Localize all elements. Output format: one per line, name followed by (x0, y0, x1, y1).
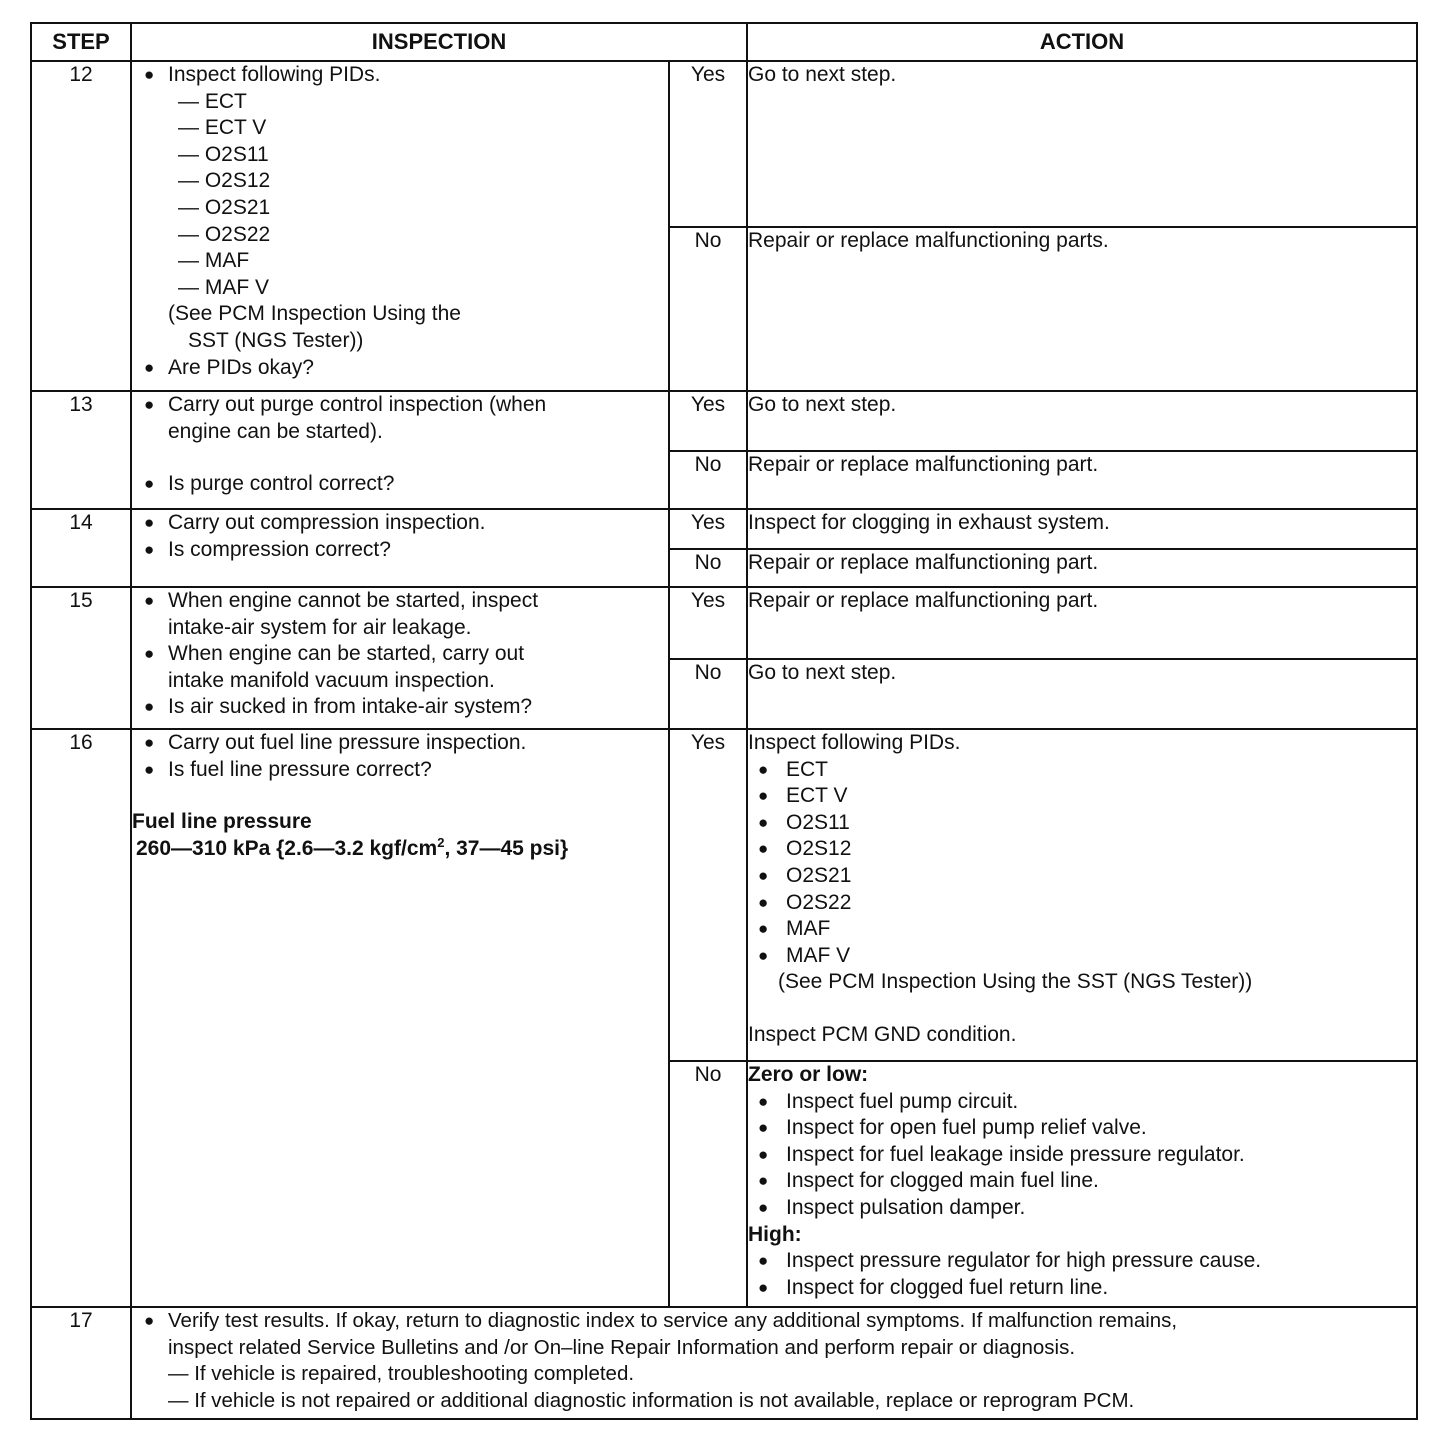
pid-item: ● ECT V (748, 783, 1416, 810)
list-item: ● Inspect pressure regulator for high pressure cause. (748, 1248, 1416, 1275)
list-item-continued: engine can be started). (168, 419, 383, 443)
sub-item: — If vehicle is repaired, troubleshooting completed. (168, 1362, 635, 1386)
step-14-inspection (131, 509, 669, 587)
step-15-inspection (131, 587, 669, 729)
step-number: 15 (31, 587, 131, 729)
list-item: ● Inspect for open fuel pump relief valve. (748, 1115, 1416, 1142)
list-item: ● Inspect for clogged fuel return line. (748, 1275, 1416, 1302)
pid-item: ● MAF V (748, 943, 1416, 970)
header-inspection: INSPECTION (131, 23, 747, 61)
spec-value: 260—310 kPa {2.6—3.2 kgf/$cm^2$, 37—45 psi} (136, 834, 569, 860)
step-13-yes-row (31, 391, 1417, 451)
pid-item: — ECT V (178, 116, 267, 140)
step-16-yes-row (31, 729, 1417, 1061)
yes-label: Yes (669, 391, 747, 451)
list-item: ● Is compression correct? (132, 537, 668, 564)
yes-label: Yes (669, 61, 747, 227)
pid-item: ● O2S22 (748, 890, 1416, 917)
yes-label: Yes (669, 587, 747, 659)
header-row (31, 23, 1417, 61)
action-note: Inspect PCM GND condition. (748, 1022, 1017, 1046)
pid-item: ● O2S21 (748, 863, 1416, 890)
step-number: 14 (31, 509, 131, 587)
yes-label: Yes (669, 509, 747, 549)
condition-heading: High: (748, 1222, 802, 1246)
list-item: ● Is purge control correct? (132, 471, 668, 498)
no-label: No (669, 227, 747, 391)
condition-heading: Zero or low: (748, 1063, 869, 1086)
list-item: ● Verify test results. If okay, return to diagnostic index to service any additional symptoms. If malfunction remains, (132, 1308, 1416, 1335)
list-item: ● Inspect fuel pump circuit. (748, 1089, 1416, 1116)
header-step: STEP (31, 23, 131, 61)
reference-note: (See PCM Inspection Using the SST (NGS Tester)) (778, 970, 1253, 994)
pid-item: — O2S22 (178, 222, 271, 246)
no-action: Repair or replace malfunctioning part. (747, 451, 1417, 509)
step-number: 13 (31, 391, 131, 509)
pid-item: — MAF (178, 249, 250, 273)
list-item: ● Inspect for fuel leakage inside pressure regulator. (748, 1142, 1416, 1169)
step-number: 17 (31, 1307, 131, 1419)
step-16-inspection (131, 729, 669, 1307)
step-17-row (31, 1307, 1417, 1419)
list-item: ● Carry out compression inspection. (132, 510, 668, 537)
diagnostic-table (30, 22, 1418, 1420)
yes-action: Go to next step. (747, 391, 1417, 451)
pid-item: ● O2S12 (748, 836, 1416, 863)
no-label: No (669, 1061, 747, 1307)
spec-title: Fuel line pressure (132, 810, 312, 834)
list-item: ● When engine can be started, carry out (132, 641, 668, 668)
list-item: ● When engine cannot be started, inspect (132, 588, 668, 615)
step-17-inspection (131, 1307, 1417, 1419)
step-number: 12 (31, 61, 131, 391)
reference-note: SST (NGS Tester)) (188, 328, 364, 352)
step-12-yes-row (31, 61, 1417, 227)
pid-item: ● MAF (748, 916, 1416, 943)
yes-action: Go to next step. (747, 61, 1417, 227)
no-label: No (669, 451, 747, 509)
step-12-inspection (131, 61, 669, 391)
step-14-yes-row (31, 509, 1417, 549)
yes-action: Inspect for clogging in exhaust system. (747, 509, 1417, 549)
no-label: No (669, 659, 747, 729)
no-action: Go to next step. (747, 659, 1417, 729)
list-item: ● Carry out fuel line pressure inspection. (132, 730, 668, 757)
list-item: ● Inspect for clogged main fuel line. (748, 1168, 1416, 1195)
list-item-continued: inspect related Service Bulletins and /or On–line Repair Information and perform repair or diagnosis. (168, 1335, 1076, 1359)
list-item: ● Is air sucked in from intake-air system? (132, 694, 668, 721)
no-action (747, 1061, 1417, 1307)
list-item-continued: intake manifold vacuum inspection. (168, 668, 495, 692)
list-item: ● Are PIDs okay? (132, 355, 668, 382)
list-item-continued: intake-air system for air leakage. (168, 615, 472, 639)
step-number: 16 (31, 729, 131, 1307)
pid-item: ● ECT (748, 757, 1416, 784)
sub-item: — If vehicle is not repaired or additional diagnostic information is not available, replace or reprogram PCM. (168, 1388, 1135, 1412)
action-intro: Inspect following PIDs. (748, 731, 961, 754)
pid-item: — O2S11 (178, 142, 269, 166)
pid-item: — O2S21 (178, 195, 271, 219)
no-label: No (669, 549, 747, 587)
yes-action: Repair or replace malfunctioning part. (747, 587, 1417, 659)
list-item: ● Is fuel line pressure correct? (132, 757, 668, 784)
step-13-inspection (131, 391, 669, 509)
pid-item: — MAF V (178, 275, 270, 299)
list-item: ● Inspect pulsation damper. (748, 1195, 1416, 1222)
pid-item: — ECT (178, 89, 247, 113)
reference-note: (See PCM Inspection Using the (168, 302, 461, 326)
no-action: Repair or replace malfunctioning parts. (747, 227, 1417, 391)
step-15-yes-row (31, 587, 1417, 659)
list-item: ● Carry out purge control inspection (when (132, 392, 668, 419)
yes-label: Yes (669, 729, 747, 1061)
header-action: ACTION (747, 23, 1417, 61)
yes-action (747, 729, 1417, 1061)
pid-item: ● O2S11 (748, 810, 1416, 837)
list-item: ● Inspect following PIDs. (132, 62, 668, 89)
no-action: Repair or replace malfunctioning part. (747, 549, 1417, 587)
pid-item: — O2S12 (178, 169, 271, 193)
